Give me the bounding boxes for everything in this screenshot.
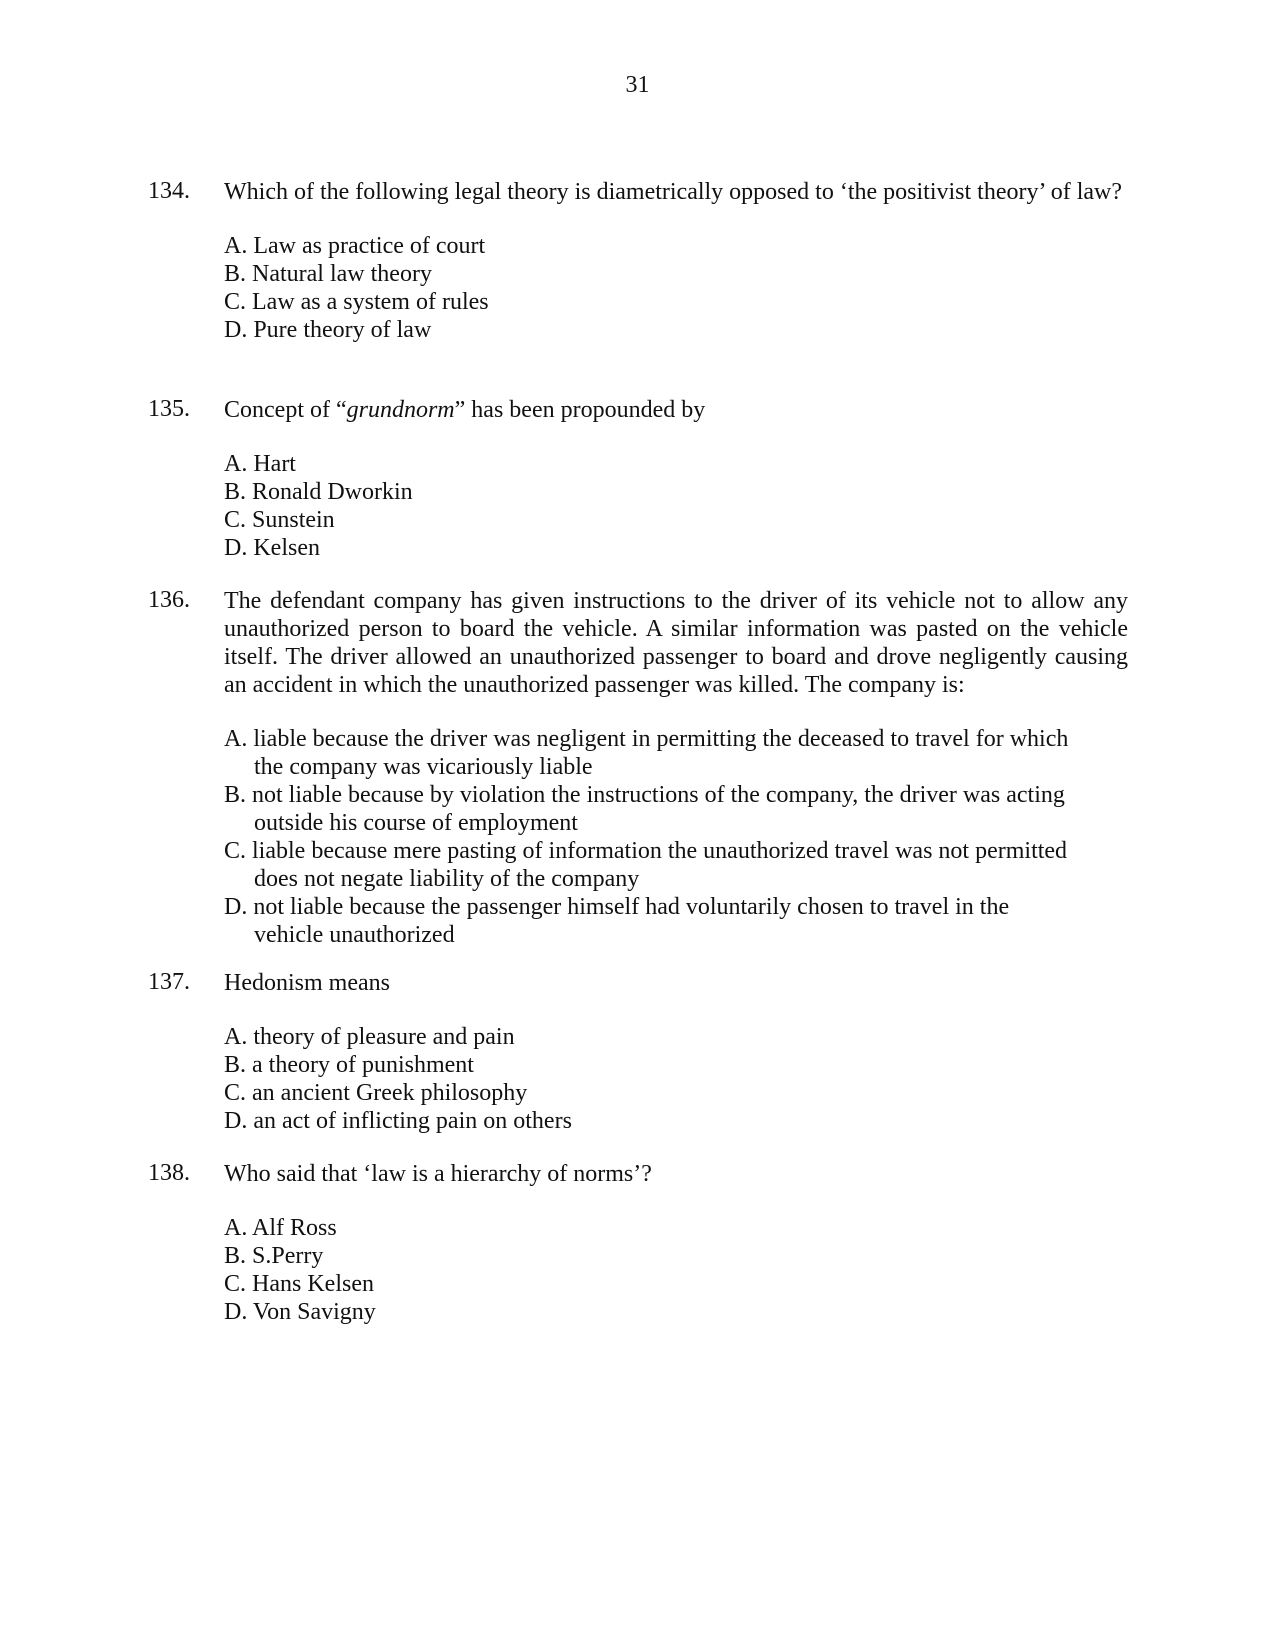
question-number: 134. — [148, 178, 190, 204]
option-d: D. Von Savigny — [224, 1299, 376, 1325]
option-c: C. an ancient Greek philosophy — [224, 1080, 528, 1106]
option-list — [224, 1023, 1128, 1135]
option-a: A. theory of pleasure and pain — [224, 1024, 515, 1050]
option-b: B. S.Perry — [224, 1243, 324, 1269]
option-b: B. Ronald Dworkin — [224, 479, 413, 505]
option-a: A. Alf Ross — [224, 1215, 337, 1241]
option-b: B. not liable because by violation the instructions of the company, the driver was acting outside his course of employment — [224, 782, 1065, 836]
question-text — [224, 396, 1128, 424]
question-138 — [148, 1160, 1128, 1326]
question-number: 135. — [148, 396, 190, 422]
option-c: C. Law as a system of rules — [224, 289, 489, 315]
question-text: Which of the following legal theory is diametrically opposed to ‘the positivist theory’ of law? — [224, 179, 1122, 205]
option-c: C. Sunstein — [224, 507, 335, 533]
option-a: A. Hart — [224, 451, 296, 477]
option-b: B. Natural law theory — [224, 261, 432, 287]
option-d: D. Pure theory of law — [224, 317, 432, 343]
option-c: C. Hans Kelsen — [224, 1271, 374, 1297]
option-d: D. not liable because the passenger himself had voluntarily chosen to travel in the vehicle unauthorized — [224, 894, 1010, 948]
page-number: 31 — [625, 72, 650, 98]
question-text-after: ” has been propounded by — [454, 397, 706, 423]
option-list — [224, 1214, 1128, 1326]
option-d: D. Kelsen — [224, 535, 320, 561]
question-135 — [148, 396, 1128, 562]
question-text: The defendant company has given instructions to the driver of its vehicle not to allow any unauthorized person to board the vehicle. A similar information was pasted on the vehicle itself. The driver allowed an unauthorized passenger to board and drove negligently causing an accident in which the unauthorized passenger was killed. The company is: — [224, 588, 1128, 698]
question-134 — [148, 178, 1128, 344]
question-137 — [148, 969, 1128, 1135]
option-c: C. liable because mere pasting of information the unauthorized travel was not permitted does not negate liability of the company — [224, 838, 1068, 892]
question-text-italic: grundnorm — [346, 397, 455, 423]
option-a: A. Law as practice of court — [224, 233, 486, 259]
question-text: Who said that ‘law is a hierarchy of norms’? — [224, 1161, 652, 1187]
question-text-before: Concept of “ — [224, 397, 347, 423]
option-list — [224, 725, 1084, 949]
option-list — [224, 450, 1128, 562]
question-number: 138. — [148, 1160, 190, 1186]
option-a: A. liable because the driver was negligent in permitting the deceased to travel for which the company was vicariously liable — [224, 726, 1069, 780]
question-text: Hedonism means — [224, 970, 390, 996]
question-number: 136. — [148, 587, 190, 613]
question-136 — [148, 587, 1128, 949]
option-d: D. an act of inflicting pain on others — [224, 1108, 572, 1134]
option-b: B. a theory of punishment — [224, 1052, 474, 1078]
option-list — [224, 232, 1128, 344]
question-number: 137. — [148, 969, 190, 995]
